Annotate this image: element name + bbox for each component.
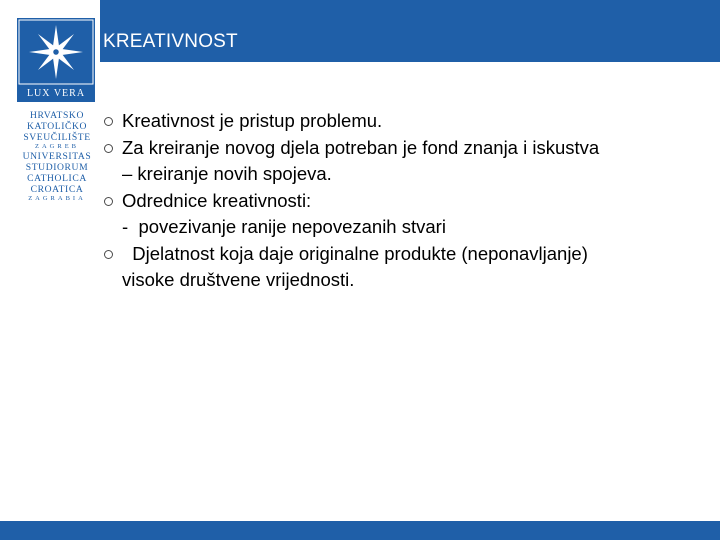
footer-bar — [0, 521, 720, 540]
university-name-line: HRVATSKO — [30, 110, 84, 121]
university-name-line: KATOLIČKO — [26, 121, 88, 132]
bullet-text: Za kreiranje novog djela potreban je fond znanja i iskustva — [122, 136, 600, 158]
bullet-text: Djelatnost koja daje originalne produkte (neponavljanje) — [122, 242, 588, 264]
bullet-circle-icon — [104, 144, 113, 153]
bullet-list — [104, 108, 704, 294]
university-name-line: ZAGRABIA — [28, 195, 86, 202]
university-name-line: SVEUČILIŠTE — [23, 132, 91, 143]
university-name-line: ZAGREB — [35, 143, 79, 150]
university-name-line: CATHOLICA — [27, 173, 87, 184]
university-name — [19, 110, 95, 203]
logo-motto: LUX VERA — [26, 88, 86, 99]
bullet-text: visoke društvene vrijednosti. — [122, 269, 355, 290]
bullet-text: - povezivanje ranije nepovezanih stvari — [122, 216, 446, 237]
university-name-line: STUDIORUM — [25, 162, 89, 173]
bullet-item — [104, 188, 704, 241]
bullet-circle-icon — [104, 117, 113, 126]
bullet-text: Kreativnost je pristup problemu. — [122, 110, 383, 131]
university-logo — [17, 18, 95, 102]
university-name-line: UNIVERSITAS — [22, 151, 92, 162]
bullet-item — [104, 135, 704, 188]
bullet-text: – kreiranje novih spojeva. — [122, 163, 332, 184]
bullet-text: Odrednice kreativnosti: — [122, 189, 312, 211]
bullet-item — [104, 108, 704, 135]
slide-title: KREATIVNOST — [103, 31, 238, 52]
bullet-circle-icon — [104, 197, 113, 206]
bullet-circle-icon — [104, 250, 113, 259]
bullet-item — [104, 241, 704, 294]
university-name-line: CROATICA — [30, 184, 84, 195]
